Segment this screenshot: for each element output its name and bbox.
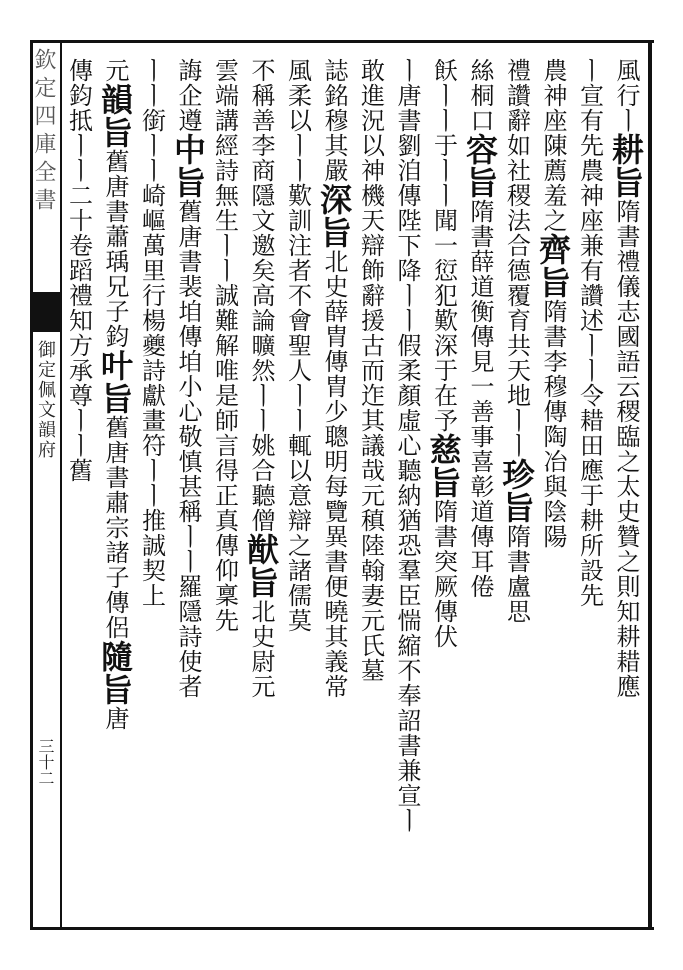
text-segment: 隋書薛道衡傳見一善事喜彰 xyxy=(466,199,494,499)
text-segment: 禮讚辭如社稷法 xyxy=(502,58,531,233)
text-segment: 隋書禮儀志國語云稷臨之太史贊之則知耕耤應 xyxy=(612,199,640,699)
text-segment: 敢進況以神機天辯飾辭援古而迮其議哉元稹陸翰妻元氏墓 xyxy=(356,58,385,683)
text-column xyxy=(242,58,280,918)
text-column xyxy=(169,58,207,918)
entry-heading: 中旨 xyxy=(169,133,207,199)
text-column xyxy=(497,58,536,918)
entry-heading: 叶旨 xyxy=(96,349,134,415)
text-column xyxy=(357,58,385,918)
text-segment: 合德覆育共天地ㅣㅣ xyxy=(502,233,531,458)
text-segment: 隋書李穆傳陶冶與陰陽 xyxy=(539,299,567,549)
border-top xyxy=(30,40,654,43)
text-segment: 有先農神座兼有讚述ㅣㅣ令耤田應于耕所設先 xyxy=(575,108,604,608)
entry-heading: 隨旨 xyxy=(96,640,134,706)
entry-heading: 容旨 xyxy=(461,133,499,199)
text-column xyxy=(284,58,312,918)
margin-title: 欽定四庫全書 xyxy=(31,48,56,216)
text-segment: 誌銘穆其嚴 xyxy=(320,58,348,183)
text-segment: 農神座陳薦羞之 xyxy=(539,58,567,233)
text-segment: ㅣ宣 xyxy=(575,58,604,108)
entry-heading: 齊旨 xyxy=(534,233,572,299)
text-column xyxy=(576,58,604,918)
text-segment: 絲桐口 xyxy=(466,58,494,133)
text-segment: 北史薛胄傳胄少聰明每覽異書便曉其義常 xyxy=(320,249,348,699)
text-column xyxy=(461,58,499,918)
margin-rule xyxy=(60,40,62,930)
text-column xyxy=(65,58,93,918)
text-column xyxy=(211,58,239,918)
text-segment: 唐 xyxy=(101,706,129,731)
text-segment: 舊唐書裴垍傳垍小心敬慎甚稱ㅣㅣ羅隱詩使者 xyxy=(174,199,202,699)
entry-heading: 深旨 xyxy=(315,183,353,249)
text-column xyxy=(315,58,353,918)
entry-heading: 韻旨 xyxy=(96,83,134,149)
entry-heading: 慈旨 xyxy=(424,433,463,499)
text-column xyxy=(138,58,166,918)
text-segment: 舊唐書蕭瑀兄子鈞 xyxy=(101,149,129,349)
text-segment: 歎訓注者不會聖人ㅣㅣ輒以意辯之諸儒莫 xyxy=(283,183,312,633)
text-column xyxy=(96,58,134,918)
text-column xyxy=(534,58,572,918)
text-segment: 隋書突厥傳伏 xyxy=(429,499,458,649)
text-segment: 舊 xyxy=(64,458,93,483)
entry-heading: 珍旨 xyxy=(497,458,536,524)
text-segment: ㅣ唐書劉洎傳陛下降ㅣㅣ假柔顏虛心聽納猶恐羣臣惴縮不 xyxy=(393,58,421,683)
text-column xyxy=(607,58,645,918)
text-segment: 風行 xyxy=(612,58,640,108)
text-segment: 北史尉元 xyxy=(247,599,275,699)
border-bottom xyxy=(30,927,654,930)
text-segment: 銜ㅣㅣ崎嶇萬里行楊夔詩獻畫符ㅣㅣ推誠契上 xyxy=(137,108,166,608)
margin-fish-tail-block xyxy=(33,292,60,332)
margin-book-title: 御定佩文韻府 xyxy=(35,340,56,460)
text-segment: 傳鈞抵ㅣㅣ二十卷 xyxy=(64,58,93,258)
text-segment: 誨企遵 xyxy=(174,58,202,133)
text-segment: ㅣㅣ xyxy=(137,58,166,108)
text-segment: 蹈禮知方承尊ㅣㅣ xyxy=(64,258,93,458)
border-right xyxy=(648,40,652,930)
text-segment: 舊唐書肅宗諸子傳侶 xyxy=(101,415,129,640)
text-segment: 道傳耳倦 xyxy=(466,499,494,599)
text-segment: 隋書盧思 xyxy=(502,524,531,624)
text-segment: 于ㅣㅣ聞一愆犯歎深于在予 xyxy=(429,133,458,433)
text-segment: 奉詔書兼宣ㅣ xyxy=(393,683,421,833)
text-segment: 雲端講經詩無生ㅣㅣ誠難解唯是師言得正真 xyxy=(210,58,239,533)
text-column xyxy=(424,58,463,918)
text-segment: 風柔以ㅣㅣ xyxy=(283,58,312,183)
text-segment: 不稱善李商隱文邀矣高論曠然ㅣㅣ姚合聽僧 xyxy=(247,58,275,533)
entry-heading: 耕旨 xyxy=(607,133,645,199)
text-segment: 傳仰稟先 xyxy=(210,533,239,633)
text-segment: 元 xyxy=(101,58,129,83)
text-segment: 飫ㅣㅣ xyxy=(429,58,458,133)
page-number: 三十二 xyxy=(36,738,55,786)
text-column xyxy=(393,58,421,918)
entry-heading: 猷旨 xyxy=(242,533,280,599)
text-segment: ㅣ xyxy=(612,108,640,133)
